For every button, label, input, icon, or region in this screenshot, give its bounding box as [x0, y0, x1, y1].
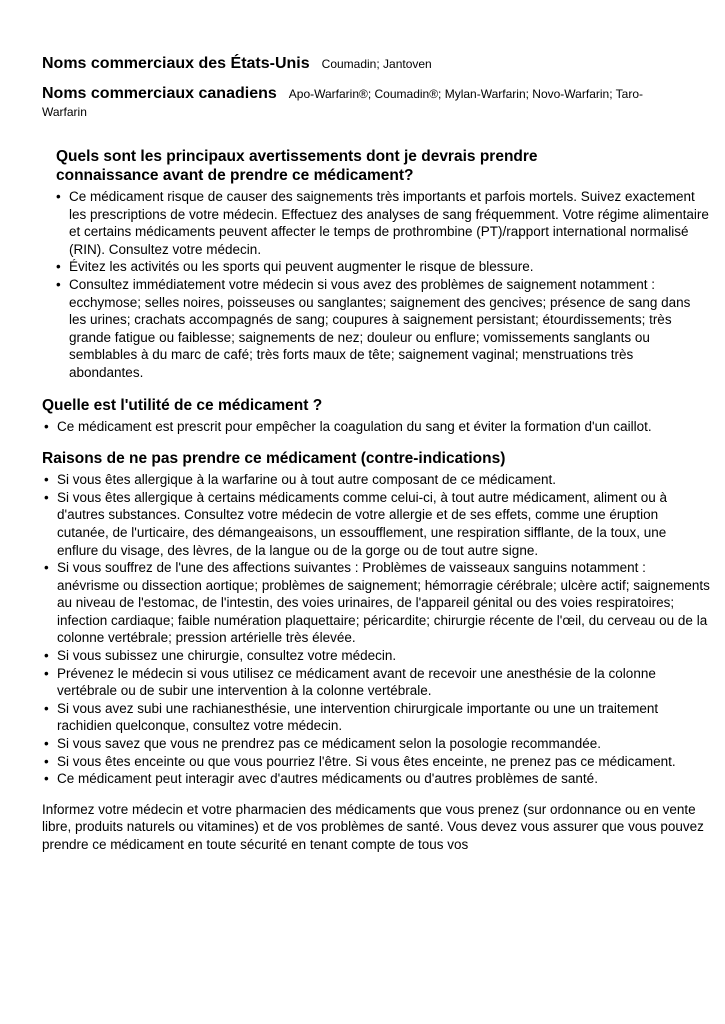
bullet-item: • Si vous savez que vous ne prendrez pas ce médicament selon la posologie recommandée. [44, 735, 710, 753]
bullet-item: • Si vous souffrez de l'une des affections suivantes : Problèmes de vaisseaux sanguins notamment : anévrisme ou dissection aortique; problèmes de saignement; hémorragie cérébrale; ulcère actif; saignements au niveau de l'estomac, de l'intestin, des voies urinaires, de l'appareil génital ou des voies respiratoires; infection cardiaque; faible numération plaquettaire; péricardite; chirurgie récente de l'œil, du cerveau ou de la colonne vertébrale; pression artérielle très élevée. [44, 559, 710, 647]
brand-names-ca-row [42, 85, 682, 121]
bullet-item: • Si vous êtes enceinte ou que vous pourriez l'être. Si vous êtes enceinte, ne prenez pas ce médicament. [44, 753, 710, 771]
brand-ca-label: Noms commerciaux canadiens [42, 85, 277, 102]
brand-us-value: Coumadin; Jantoven [321, 57, 432, 71]
bullet-item: • Ce médicament risque de causer des saignements très importants et parfois mortels. Suivez exactement les prescriptions de votre médecin. Effectuez des analyses de sang fréquemment. Votre régime alimentaire et certains médicaments peuvent affecter le temps de prothrombine (PT)/rapport international normalisé (RIN). Consultez votre médecin. [56, 188, 710, 258]
bullet-item: • Consultez immédiatement votre médecin si vous avez des problèmes de saignement notamment : ecchymose; selles noires, poisseuses ou sanglantes; saignement des gencives; présence de sang dans les urines; crachats accompagnés de sang; coupures à saignement persistant; étourdissements; très grande fatigue ou faiblesse; saignements de nez; douleur ou enflure; vomissements sanglants ou semblables à du marc de café; très forts maux de tête; saignement vaginal; menstruations très abondantes. [56, 276, 710, 382]
bullet-item: • Ce médicament peut interagir avec d'autres médicaments ou d'autres problèmes de santé. [44, 770, 710, 788]
utility-heading: Quelle est l'utilité de ce médicament ? [42, 396, 323, 414]
warning-heading: Quels sont les principaux avertissements dont je devrais prendre connaissance avant de prendre ce médicament? [56, 148, 538, 184]
bullet-item: • Si vous êtes allergique à la warfarine ou à tout autre composant de ce médicament. [44, 471, 710, 489]
utility-bullet-list [42, 418, 710, 436]
bullet-item: • Évitez les activités ou les sports qui peuvent augmenter le risque de blessure. [56, 258, 710, 276]
bullet-item: • Prévenez le médecin si vous utilisez ce médicament avant de recevoir une anesthésie de la colonne vertébrale ou de subir une intervention à la colonne vertébrale. [44, 665, 710, 700]
warning-bullet-list [54, 188, 710, 382]
utility-section [42, 396, 710, 436]
brand-us-label: Noms commerciaux des États-Unis [42, 55, 310, 72]
brand-ca-value: Apo-Warfarin®; Coumadin®; Mylan-Warfarin; Novo-Warfarin; Taro-Warfarin [42, 87, 643, 119]
brand-names-us-row [42, 55, 682, 73]
contraindications-bullet-list [42, 471, 710, 788]
bullet-item: • Si vous êtes allergique à certains médicaments comme celui-ci, à tout autre médicament, aliment ou à d'autres substances. Consultez votre médecin de votre allergie et de ses effets, comme une éruption cutanée, de l'urticaire, des démangeaisons, un essoufflement, une respiration sifflante, de la toux, une enflure du visage, des lèvres, de la langue ou de la gorge ou de tout autre signe. [44, 489, 710, 559]
bullet-item: • Si vous avez subi une rachianesthésie, une intervention chirurgicale importante ou une un traitement rachidien quelconque, consultez votre médecin. [44, 700, 710, 735]
bullet-item: • Ce médicament est prescrit pour empêcher la coagulation du sang et éviter la formation d'un caillot. [44, 418, 710, 436]
closing-paragraph: Informez votre médecin et votre pharmacien des médicaments que vous prenez (sur ordonnance ou en vente libre, produits naturels ou vitamines) et de vos problèmes de santé. Vous devez vous assurer que vous pouvez prendre ce médicament en toute sécurité en tenant compte de tous vos [42, 801, 704, 852]
bullet-item: • Si vous subissez une chirurgie, consultez votre médecin. [44, 647, 710, 665]
contraindications-heading: Raisons de ne pas prendre ce médicament (contre-indications) [42, 450, 506, 468]
warning-section [54, 147, 710, 382]
contraindications-section [42, 449, 710, 788]
